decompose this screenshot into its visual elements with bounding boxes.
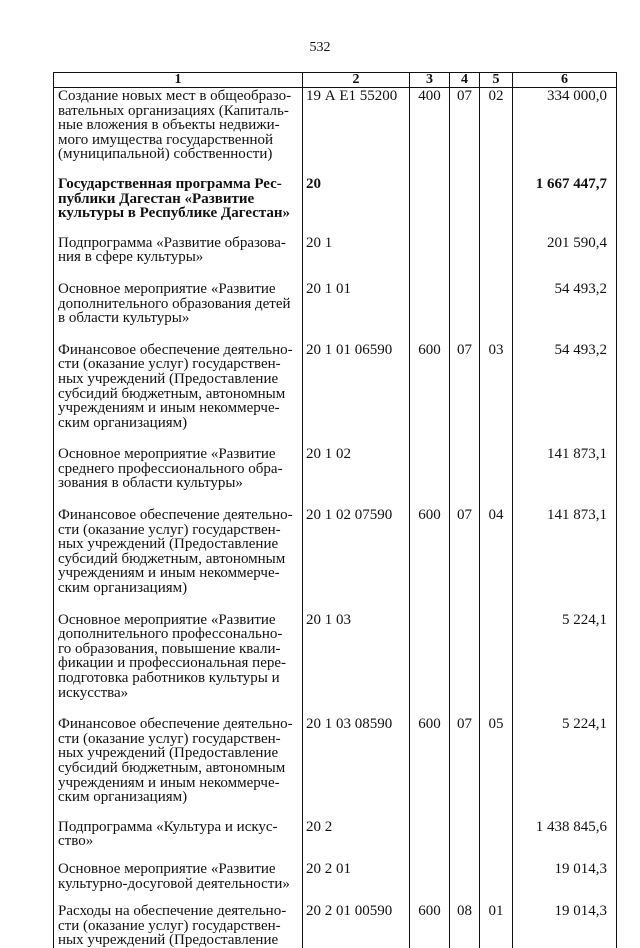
column-4-cell: 08 — [450, 903, 480, 948]
row-name — [54, 612, 303, 717]
row-name-line: сти (оказание услуг) государствен- — [58, 917, 281, 934]
row-name-line: культуры в Республике Дагестан» — [58, 205, 291, 222]
table-row — [54, 281, 617, 342]
row-name-line: искусства» — [58, 684, 129, 701]
column-4-cell — [450, 819, 480, 861]
row-name-line: го образования, повышение квали- — [58, 640, 281, 657]
column-3-cell: 600 — [410, 716, 450, 819]
row-name-line: Основное мероприятие «Развитие — [58, 446, 276, 463]
code-cell: 20 1 — [303, 235, 410, 281]
column-4-cell — [450, 446, 480, 507]
table-row — [54, 903, 617, 948]
column-4-cell — [450, 281, 480, 342]
column-5-cell — [480, 235, 513, 281]
code-cell: 20 1 03 08590 — [303, 716, 410, 819]
row-name-line: Подпрограмма «Развитие образова- — [58, 234, 286, 251]
row-name-line: ство» — [58, 833, 94, 850]
column-5-cell: 02 — [480, 88, 513, 176]
column-3-cell — [410, 235, 450, 281]
amount-cell: 54 493,2 — [513, 281, 617, 342]
row-name-line: Финансовое обеспечение деятельно- — [58, 716, 293, 733]
row-name-line: (муниципальной) собственности) — [58, 146, 273, 163]
code-cell: 20 2 01 — [303, 861, 410, 903]
row-name — [54, 507, 303, 612]
row-name-line: Основное мероприятие «Развитие — [58, 611, 276, 628]
page-number: 532 — [309, 40, 331, 55]
row-name-line: учреждениям и иным некоммерче- — [58, 565, 280, 582]
row-name — [54, 342, 303, 447]
column-4-cell — [450, 176, 480, 235]
row-name-line: культурно-досуговой деятельности» — [58, 875, 290, 892]
header-cell: 4 — [450, 73, 480, 88]
code-cell: 20 1 02 07590 — [303, 507, 410, 612]
amount-cell: 201 590,4 — [513, 235, 617, 281]
row-name-line: учреждениям и иным некоммерче- — [58, 774, 280, 791]
column-5-cell: 01 — [480, 903, 513, 948]
column-3-cell: 400 — [410, 88, 450, 176]
row-name — [54, 176, 303, 235]
table-row — [54, 446, 617, 507]
row-name-line: ных учреждений (Предоставление — [58, 932, 279, 948]
column-3-cell — [410, 446, 450, 507]
row-name-line: Расходы на обеспечение деятельно- — [58, 903, 287, 920]
column-5-cell — [480, 176, 513, 235]
row-name-line: учреждениям и иным некоммерче- — [58, 400, 280, 417]
row-name-line: ные вложения в объекты недвижи- — [58, 117, 280, 134]
code-cell: 20 1 01 06590 — [303, 342, 410, 447]
row-name-line: ским организациям) — [58, 580, 188, 597]
row-name-line: сти (оказание услуг) государствен- — [58, 730, 281, 747]
row-name-line: мого имущества государственной — [58, 131, 274, 148]
table-row — [54, 612, 617, 717]
row-name-line: субсидий бюджетным, автономным — [58, 759, 286, 776]
code-cell: 20 1 02 — [303, 446, 410, 507]
row-name — [54, 903, 303, 948]
row-name-line: в области культуры» — [58, 310, 190, 327]
header-cell: 5 — [480, 73, 513, 88]
header-row — [54, 73, 617, 88]
column-3-cell — [410, 281, 450, 342]
amount-cell: 5 224,1 — [513, 716, 617, 819]
column-4-cell — [450, 612, 480, 717]
code-cell: 20 1 03 — [303, 612, 410, 717]
row-name-line: зования в области культуры» — [58, 475, 243, 492]
row-name-line: ных учреждений (Предоставление — [58, 536, 279, 553]
column-3-cell — [410, 612, 450, 717]
column-4-cell: 07 — [450, 342, 480, 447]
row-name-line: ных учреждений (Предоставление — [58, 370, 279, 387]
row-name-line: Финансовое обеспечение деятельно- — [58, 341, 293, 358]
table-row — [54, 88, 617, 176]
code-cell: 20 — [303, 176, 410, 235]
table-row — [54, 342, 617, 447]
table-row — [54, 507, 617, 612]
column-3-cell: 600 — [410, 342, 450, 447]
column-5-cell: 03 — [480, 342, 513, 447]
row-name-line: подготовка работников культуры и — [58, 670, 280, 686]
column-3-cell: 600 — [410, 903, 450, 948]
row-name — [54, 861, 303, 903]
table-row — [54, 819, 617, 861]
column-3-cell — [410, 176, 450, 235]
row-name-line: среднего профессионального обра- — [58, 460, 283, 477]
amount-cell: 19 014,3 — [513, 861, 617, 903]
column-4-cell: 07 — [450, 88, 480, 176]
row-name-line: вательных организациях (Капиталь- — [58, 102, 289, 119]
row-name-line: дополнительного образования детей — [58, 295, 291, 312]
budget-table — [53, 72, 617, 948]
row-name-line: субсидий бюджетным, автономным — [58, 550, 286, 567]
row-name-line: Финансовое обеспечение деятельно- — [58, 507, 293, 524]
row-name-line: ния в сфере культуры» — [58, 249, 204, 266]
row-name-line: Подпрограмма «Культура и искус- — [58, 818, 278, 835]
code-cell: 20 2 01 00590 — [303, 903, 410, 948]
column-3-cell — [410, 861, 450, 903]
column-5-cell: 05 — [480, 716, 513, 819]
row-name-line: фикации и профессиональная пере- — [58, 655, 287, 672]
row-name-line: сти (оказание услуг) государствен- — [58, 521, 281, 538]
row-name-line: Создание новых мест в общеобразо- — [58, 88, 292, 104]
column-5-cell: 04 — [480, 507, 513, 612]
row-name-line: Основное мероприятие «Развитие — [58, 280, 276, 297]
code-cell: 20 1 01 — [303, 281, 410, 342]
amount-cell: 141 873,1 — [513, 446, 617, 507]
row-name-line: ским организациям) — [58, 789, 188, 806]
column-5-cell — [480, 446, 513, 507]
column-5-cell — [480, 612, 513, 717]
column-3-cell — [410, 819, 450, 861]
column-5-cell — [480, 861, 513, 903]
table-row — [54, 235, 617, 281]
header-cell: 1 — [54, 73, 303, 88]
header-cell: 2 — [303, 73, 410, 88]
row-name-line: сти (оказание услуг) государствен- — [58, 356, 281, 373]
amount-cell: 141 873,1 — [513, 507, 617, 612]
amount-cell: 5 224,1 — [513, 612, 617, 717]
amount-cell: 1 667 447,7 — [513, 176, 617, 235]
column-4-cell — [450, 235, 480, 281]
table-row — [54, 716, 617, 819]
row-name-line: субсидий бюджетным, автономным — [58, 385, 286, 402]
row-name-line: ных учреждений (Предоставление — [58, 745, 279, 762]
row-name — [54, 716, 303, 819]
column-4-cell: 07 — [450, 507, 480, 612]
row-name-line: Основное мероприятие «Развитие — [58, 860, 276, 877]
amount-cell: 1 438 845,6 — [513, 819, 617, 861]
header-cell: 6 — [513, 73, 617, 88]
column-5-cell — [480, 819, 513, 861]
column-4-cell: 07 — [450, 716, 480, 819]
row-name-line: Государственная программа Рес- — [58, 175, 282, 192]
row-name-line: дополнительного профессонально- — [58, 626, 283, 643]
column-4-cell — [450, 861, 480, 903]
table-row — [54, 861, 617, 903]
row-name — [54, 88, 303, 176]
row-name-line: ским организациям) — [58, 414, 188, 431]
code-cell: 20 2 — [303, 819, 410, 861]
code-cell: 19 А Е1 55200 — [303, 88, 410, 176]
row-name — [54, 235, 303, 281]
column-3-cell: 600 — [410, 507, 450, 612]
header-cell: 3 — [410, 73, 450, 88]
row-name — [54, 446, 303, 507]
amount-cell: 334 000,0 — [513, 88, 617, 176]
row-name — [54, 819, 303, 861]
row-name-line: публики Дагестан «Развитие — [58, 190, 255, 207]
amount-cell: 19 014,3 — [513, 903, 617, 948]
amount-cell: 54 493,2 — [513, 342, 617, 447]
row-name — [54, 281, 303, 342]
table-row — [54, 176, 617, 235]
column-5-cell — [480, 281, 513, 342]
